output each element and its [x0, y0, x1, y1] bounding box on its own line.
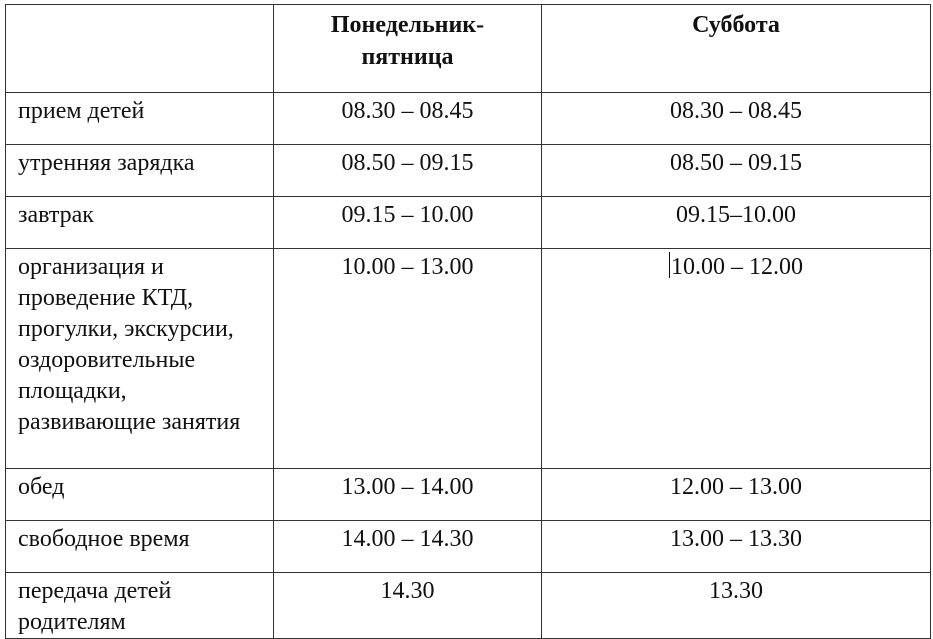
saturday-time-cell: 12.00 – 13.00 — [542, 469, 931, 521]
saturday-time-cell: 09.15–10.00 — [542, 197, 931, 249]
weekday-time-cell: 09.15 – 10.00 — [274, 197, 542, 249]
weekday-time-cell: 14.30 — [274, 573, 542, 639]
saturday-time-cell: 13.30 — [542, 573, 931, 639]
table-row — [6, 521, 931, 573]
activity-cell: завтрак — [6, 197, 274, 249]
saturday-time-cell: 13.00 – 13.30 — [542, 521, 931, 573]
header-empty-cell — [6, 5, 274, 93]
weekday-time-cell: 10.00 – 13.00 — [274, 249, 542, 469]
header-weekday — [274, 5, 542, 93]
table-row — [6, 249, 931, 469]
saturday-time-value: 10.00 – 12.00 — [671, 254, 803, 280]
table-row — [6, 145, 931, 197]
activity-cell: прием детей — [6, 93, 274, 145]
activity-cell: передача детей родителям — [6, 573, 274, 639]
saturday-time-cell: 08.30 – 08.45 — [542, 93, 931, 145]
weekday-time-cell: 14.00 – 14.30 — [274, 521, 542, 573]
header-weekday-label: Понедельник-пятница — [330, 12, 485, 70]
activity-cell: свободное время — [6, 521, 274, 573]
header-saturday: Суббота — [542, 5, 931, 93]
saturday-time-cell: 08.50 – 09.15 — [542, 145, 931, 197]
table-row — [6, 573, 931, 639]
saturday-time-cell[interactable] — [542, 249, 931, 469]
table-row — [6, 197, 931, 249]
activity-cell: организация и проведение КТД, прогулки, экскурсии, оздоровительные площадки, развивающие занятия — [6, 249, 274, 469]
table-row — [6, 93, 931, 145]
activity-cell: утренняя зарядка — [6, 145, 274, 197]
header-row — [6, 5, 931, 93]
weekday-time-cell: 08.30 – 08.45 — [274, 93, 542, 145]
table-row — [6, 469, 931, 521]
weekday-time-cell: 13.00 – 14.00 — [274, 469, 542, 521]
text-cursor — [669, 252, 670, 278]
schedule-table — [5, 4, 931, 639]
activity-cell: обед — [6, 469, 274, 521]
weekday-time-cell: 08.50 – 09.15 — [274, 145, 542, 197]
